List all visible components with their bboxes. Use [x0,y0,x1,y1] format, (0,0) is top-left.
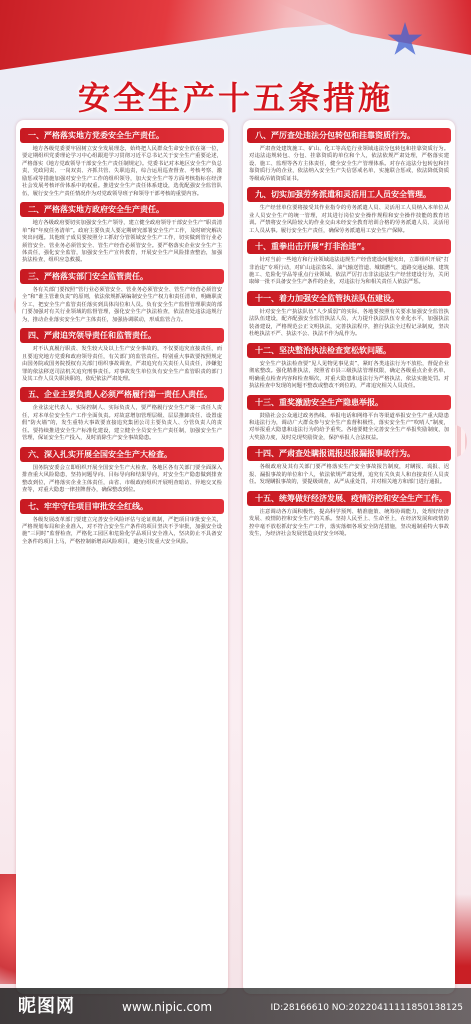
section-body: 对不认真履行职责、发生较大及以上生产安全事故的，不仅要追究直接责任，而且要追究地方党委和政府领导责任，有关部门的监管责任。特别重大事故要按照规定由国务院或国务院授权有关部门组织事故调查，严肃追究有关责任人员责任，涉嫌犯罪的依法移送司法机关追究刑事责任。对事故发生单位负有安全生产监管职责的部门及其工作人员失职渎职的，依纪依法严肃处理。 [22,346,222,382]
section-body: 针对当前一些地方和行业领域违法违规生产经营建设问题突出，立即组织开展“打非治违”专项行动，对矿山违法盗采、油气输送管道、城镇燃气、道路交通运输、建筑施工、危险化学品等重点行业领域，依法严厉打击非法违法生产经营建设行为，关闭取缔一批不具备安全生产条件的企业，对违法行为和相关责任人依法严惩。 [249,257,449,286]
section-heading: 十二、坚决整治执法检查宽松软问题。 [247,343,451,358]
section-heading: 十、重拳出击开展“打非治违”。 [247,239,451,254]
measure-section [247,395,451,443]
measure-section [20,499,224,547]
section-body: 各级政府及其有关部门要严格落实生产安全事故报告制度，对瞒报、谎报、迟报、漏报事故的单位和个人，依法依规严肃处理，追究有关负责人和直接责任人员责任。发现瞒报事故的，要提级调查，从严从重处罚，并对相关地方和部门进行通报。 [249,464,449,486]
section-heading: 九、切实加强劳务派遣和灵活用工人员安全管理。 [247,187,451,202]
section-body: 国务院安委会立即组织开展全国安全生产大检查，各地区各有关部门要全面深入排查重大风险隐患，坚持问题导向、目标导向和结果导向，对安全生产隐患做到排查整改到位，严格落实企业主体责任，由省、市级政府组织开展明查暗访、异地交叉检查等，对重大隐患一律挂牌督办，确保整改到位。 [22,464,222,494]
section-body: 各有关部门要按照“管行业必须管安全、管业务必须管安全、管生产经营必须管安全”和“谁主管谁负责”的原则，依法依规抓紧编制安全生产权力和责任清单，明确职责分工，把安全生产监管责任落实到具体岗位和人员。负有安全生产监督管理职责的部门要加强对有关行业领域的监督管理，强化安全生产执法检查，依法查处违法违规行为，推动企业落实安全生产主体责任，加强协调联动，形成监管合力。 [22,286,222,323]
section-body: 地方各级党委要牢固树立安全发展理念，始终把人民群众生命安全放在第一位，要定期组织党委理论学习中心组跟进学习贯彻习近平总书记关于安全生产重要论述，严格落实《地方党政领导干部安全生产责任制规定》。党委书记对本地区安全生产负总责，党政同责、一岗双责、齐抓共管、失职追责，综合运用巡查督查、考核考察、激励惩戒等措施加强对安全生产工作的组织领导，加大安全生产等方面考核指标在经济社会发展考核评价体系中的权重。推进安全生产责任体系建设，选优配强安全监管队伍，履行安全生产责任情况作为对党政领导班子和领导干部考核的重要内容。 [22,146,222,197]
section-body: 严肃查处建筑施工、矿山、化工等高危行业领域违法分包转包和挂靠资质行为。对违法违规转包、分包、挂靠资质的单位和个人，依法依规严肃处理，严格落实建设、施工、监理等各方主体责任，健全安全生产管理体系。对存在违法分包转包和挂靠资质行为的企业，依法纳入安全生产失信惩戒名单，实施联合惩戒，依法降低资质等级或吊销资质证书。 [249,146,449,182]
section-body: 针对安全生产执法队伍“人少质弱”的实际，各地要按照有关要求加强安全监管执法队伍建设，配齐配强安全监管执法人员，大力提升执法队伍专业化水平，加强执法装备建设，严格规范公正文明执法，完善执法程序，推行执法全过程记录制度，坚决杜绝执法不严、执法不公、执法不作为乱作为。 [249,308,449,338]
right-column [243,120,455,994]
watermark-footer [0,988,471,1024]
section-body: 企业法定代表人、实际控制人、实际负责人，要严格履行安全生产第一责任人责任，对本单位安全生产工作全面负责。对故意增加管理层级、层层推卸责任、设置虚假“防火墙”的，发生重特大事故要直接追究集团公司主要负责人、分管负责人的责任。要持续推进安全生产标准化建设，建立健全全员安全生产责任制，加强安全生产管理，保证安全生产投入，及时消除生产安全事故隐患。 [22,405,222,442]
measure-section [247,343,451,391]
measure-section [247,128,451,183]
measure-section [20,387,224,442]
section-heading: 五、企业主要负责人必须严格履行第一责任人责任。 [20,387,224,402]
section-body: 安全生产执法检查要“见人见物见事见责”，紧盯各类违法行为不放松，督促企业彻底整改。强化精准执法，按照省市县三级执法管理权限，确定各级重点企业名单，明确重点检查内容和检查频次，对重大隐患和违法行为严格执法，依法实施处罚。对执法检查中发现的问题不整改或整改不到位的，严肃追究相关人员责任。 [249,360,449,390]
section-heading: 十四、严肃查处瞒报谎报迟报漏报事故行为。 [247,446,451,461]
measure-section [20,447,224,495]
measure-section [20,128,224,198]
section-heading: 四、严肃追究领导责任和监管责任。 [20,328,224,343]
section-heading: 十五、统筹做好经济发展、疫情防控和安全生产工作。 [247,491,451,506]
measure-section [20,202,224,265]
page-title: 安全生产十五条措施 [77,79,393,117]
measure-section [247,239,451,287]
measure-section [247,446,451,486]
measure-section [247,491,451,539]
site-url: www.nipic.com [122,1000,213,1014]
site-logo: 昵图网 [18,996,75,1017]
section-heading: 二、严格落实地方政府安全生产责任。 [20,202,224,217]
section-body: 各级发展改革部门要建立完善安全风险评估与论证机制，严把项目审批安全关，严格规划布局和企业准入，对不符合安全生产条件的项目坚决不予审批，加强安全设施“三同时”监督检查，严格化工园区和危险化学品项目安全准入，坚决防止不具备安全条件的项目上马，严格控制新增高风险项目，避免引发重大安全风险。 [22,516,222,545]
section-heading: 十三、重奖激励安全生产隐患举报。 [247,395,451,410]
measure-section [20,269,224,324]
measure-section [247,187,451,235]
section-body: 注意调动各方面积极性，提高科学预判、精准施策、统筹协调能力，处理好经济发展、疫情防控和安全生产的关系。坚持人民至上、生命至上，在经济发展和疫情防控中毫不放松抓好安全生产工作，落实落细各项安全防范措施，坚决遏制重特大事故发生，为经济社会发展营造良好安全环境。 [249,508,449,538]
section-body: 地方各级政府要切实加强安全生产领导，建立健全政府领导干部安全生产“职责清单”和“年度任务清单”。政府主要负责人要定期研究部署安全生产工作，及时研究解决突出问题。其他班子成员要按照分工抓好分管领域安全生产工作，切实做到管行业必须管安全、管业务必须管安全、管生产经营必须管安全。要严格落实企业安全生产主体责任，强化安全监管，加强安全生产宣传教育，开展安全生产风险排查整治，加强执法检查，组织应急救援。 [22,220,222,264]
section-heading: 一、严格落实地方党委安全生产责任。 [20,128,224,143]
image-id-text: ID:28166610 NO:20220411111850138125 [270,1003,463,1013]
section-body: 生产经营单位要将接受其作业指令的劳务派遣人员、灵活用工人员纳入本单位从业人员安全生产的统一管理，对其进行岗位安全操作规程和安全操作技能的教育培训。严禁将安全风险较大的作业交由未经安全教育培训合格的劳务派遣人员、灵活用工人员从事。履行安全生产责任，确保劳务派遣用工安全生产保障。 [249,205,449,234]
left-column [16,120,228,994]
red-flag-decoration-right [271,0,471,55]
section-heading: 七、牢牢守住项目审批安全红线。 [20,499,224,514]
section-heading: 六、深入扎实开展全国安全生产大检查。 [20,447,224,462]
section-body: 鼓励社会公众通过政务热线、举报电话和网络平台等渠道举报安全生产重大隐患和违法行为，调动广大群众参与安全生产监督积极性，落实安全生产“吹哨人”制度，对举报重大隐患和违法行为的给予重奖。各地要健全完善安全生产举报奖励制度，加大奖励力度，及时兑现奖励资金，保护举报人合法权益。 [249,412,449,441]
section-heading: 三、严格落实部门安全监管责任。 [20,269,224,284]
section-heading: 十一、着力加强安全监管执法队伍建设。 [247,291,451,306]
section-heading: 八、严厉查处违法分包转包和挂靠资质行为。 [247,128,451,143]
measure-section [247,291,451,339]
measure-section [20,328,224,383]
